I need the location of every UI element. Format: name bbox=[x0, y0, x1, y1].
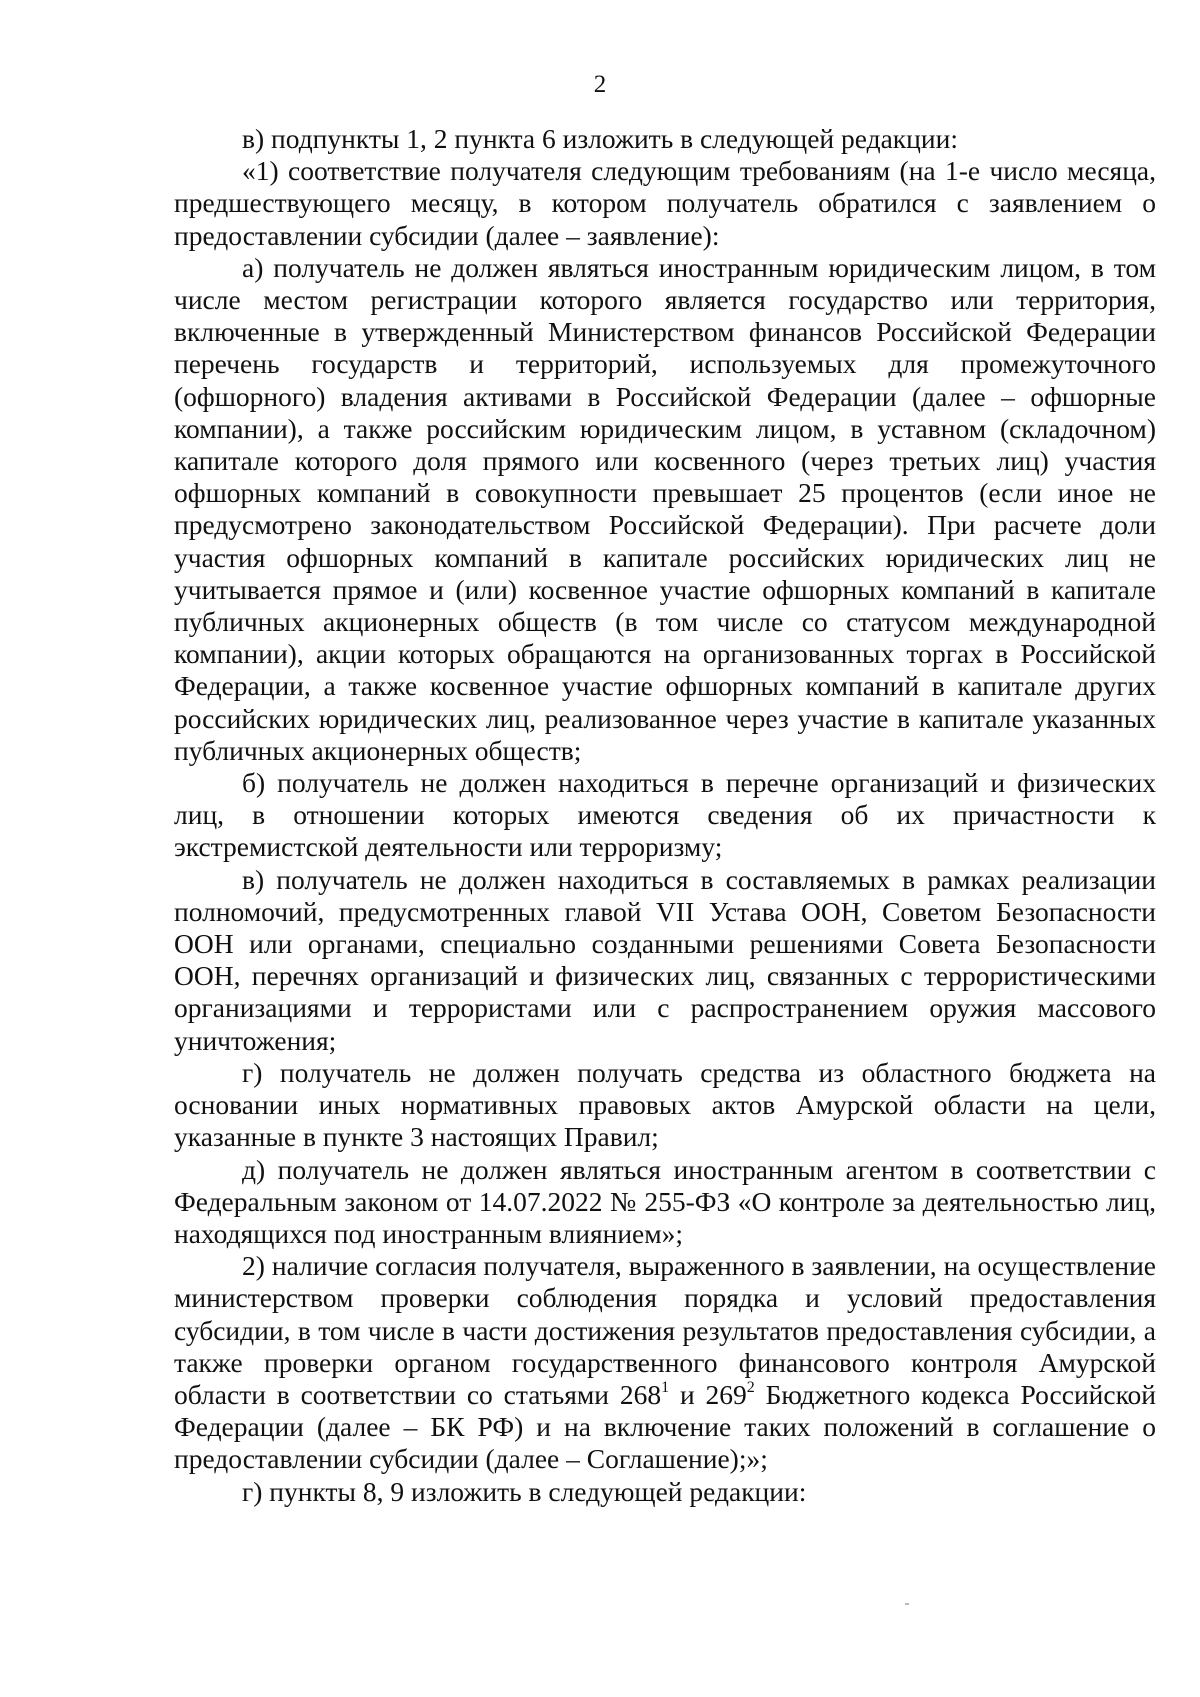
paragraph-requirement-v: в) получатель не должен находиться в составляемых в рамках реализации полномочий, предусмотренных главой VII Устава ООН, Советом Безопасности ООН или органами, специально созданными решениями Совета Безопасности ООН, перечнях организаций и физических лиц, связанных с террористическими организациями и террористами или с распространением оружия массового уничтожения; bbox=[174, 863, 1156, 1056]
paragraph-requirement-a: а) получатель не должен являться иностранным юридическим лицом, в том числе местом регистрации которого является государство или территория, включенные в утвержденный Министерством финансов Российской Федерации перечень государств и территорий, используемых для промежуточного (офшорного) владения активами в Российской Федерации (далее – офшорные компании), а также российским юридическим лицом, в уставном (складочном) капитале которого доля прямого или косвенного (через третьих лиц) участия офшорных компаний в совокупности превышает 25 процентов (если иное не предусмотрено законодательством Российской Федерации). При расчете доли участия офшорных компаний в капитале российских юридических лиц не учитывается прямое и (или) косвенное участие офшорных компаний в капитале публичных акционерных обществ (в том числе со статусом международной компании), акции которых обращаются на организованных торгах в Российской Федерации, а также косвенное участие офшорных компаний в капитале других российских юридических лиц, реализованное через участие в капитале указанных публичных акционерных обществ; bbox=[174, 251, 1156, 766]
page-number: 2 bbox=[593, 71, 607, 98]
paragraph-requirement-2-text-3: Бюджетного кодекса Российской Федерации (далее – БК РФ) и на включение таких положений в соглашение о предоставлении субсидии (далее – Соглашение);»; bbox=[174, 1378, 1157, 1475]
superscript-2: 2 bbox=[746, 1378, 755, 1396]
superscript-1: 1 bbox=[661, 1378, 670, 1396]
paragraph-requirement-1: «1) соответствие получателя следующим требованиям (на 1-е число месяца, предшествующего месяцу, в котором получатель обратился с заявлением о предоставлении субсидии (далее – заявление): bbox=[174, 155, 1156, 251]
paragraph-requirement-2 bbox=[174, 1250, 1156, 1475]
scan-speck bbox=[905, 1603, 909, 1605]
paragraph-requirement-b: б) получатель не должен находиться в перечне организаций и физических лиц, в отношении которых имеются сведения об их причастности к экстремистской деятельности или терроризму; bbox=[174, 767, 1156, 863]
document-body bbox=[174, 123, 1156, 1508]
paragraph-requirement-2-text-1: 2) наличие согласия получателя, выраженного в заявлении, на осуществление министерством проверки соблюдения порядка и условий предоставления субсидии, в том числе в части достижения результатов предоставления субсидии, а также проверки органом государственного финансового контроля Амурской области в соответствии со статьями 268 bbox=[174, 1250, 1156, 1410]
paragraph-requirement-d: д) получатель не должен являться иностранным агентом в соответствии с Федеральным законом от 14.07.2022 № 255-ФЗ «О контроле за деятельностью лиц, находящихся под иностранным влиянием»; bbox=[174, 1153, 1156, 1249]
paragraph-requirement-g: г) получатель не должен получать средства из областного бюджета на основании иных нормативных правовых актов Амурской области на цели, указанные в пункте 3 настоящих Правил; bbox=[174, 1056, 1156, 1153]
paragraph-requirement-2-text-2: и 269 bbox=[669, 1378, 747, 1410]
paragraph-amend-clauses: г) пункты 8, 9 изложить в следующей редакции: bbox=[242, 1475, 807, 1507]
paragraph-amend-subclauses: в) подпункты 1, 2 пункта 6 изложить в следующей редакции: bbox=[242, 123, 958, 154]
